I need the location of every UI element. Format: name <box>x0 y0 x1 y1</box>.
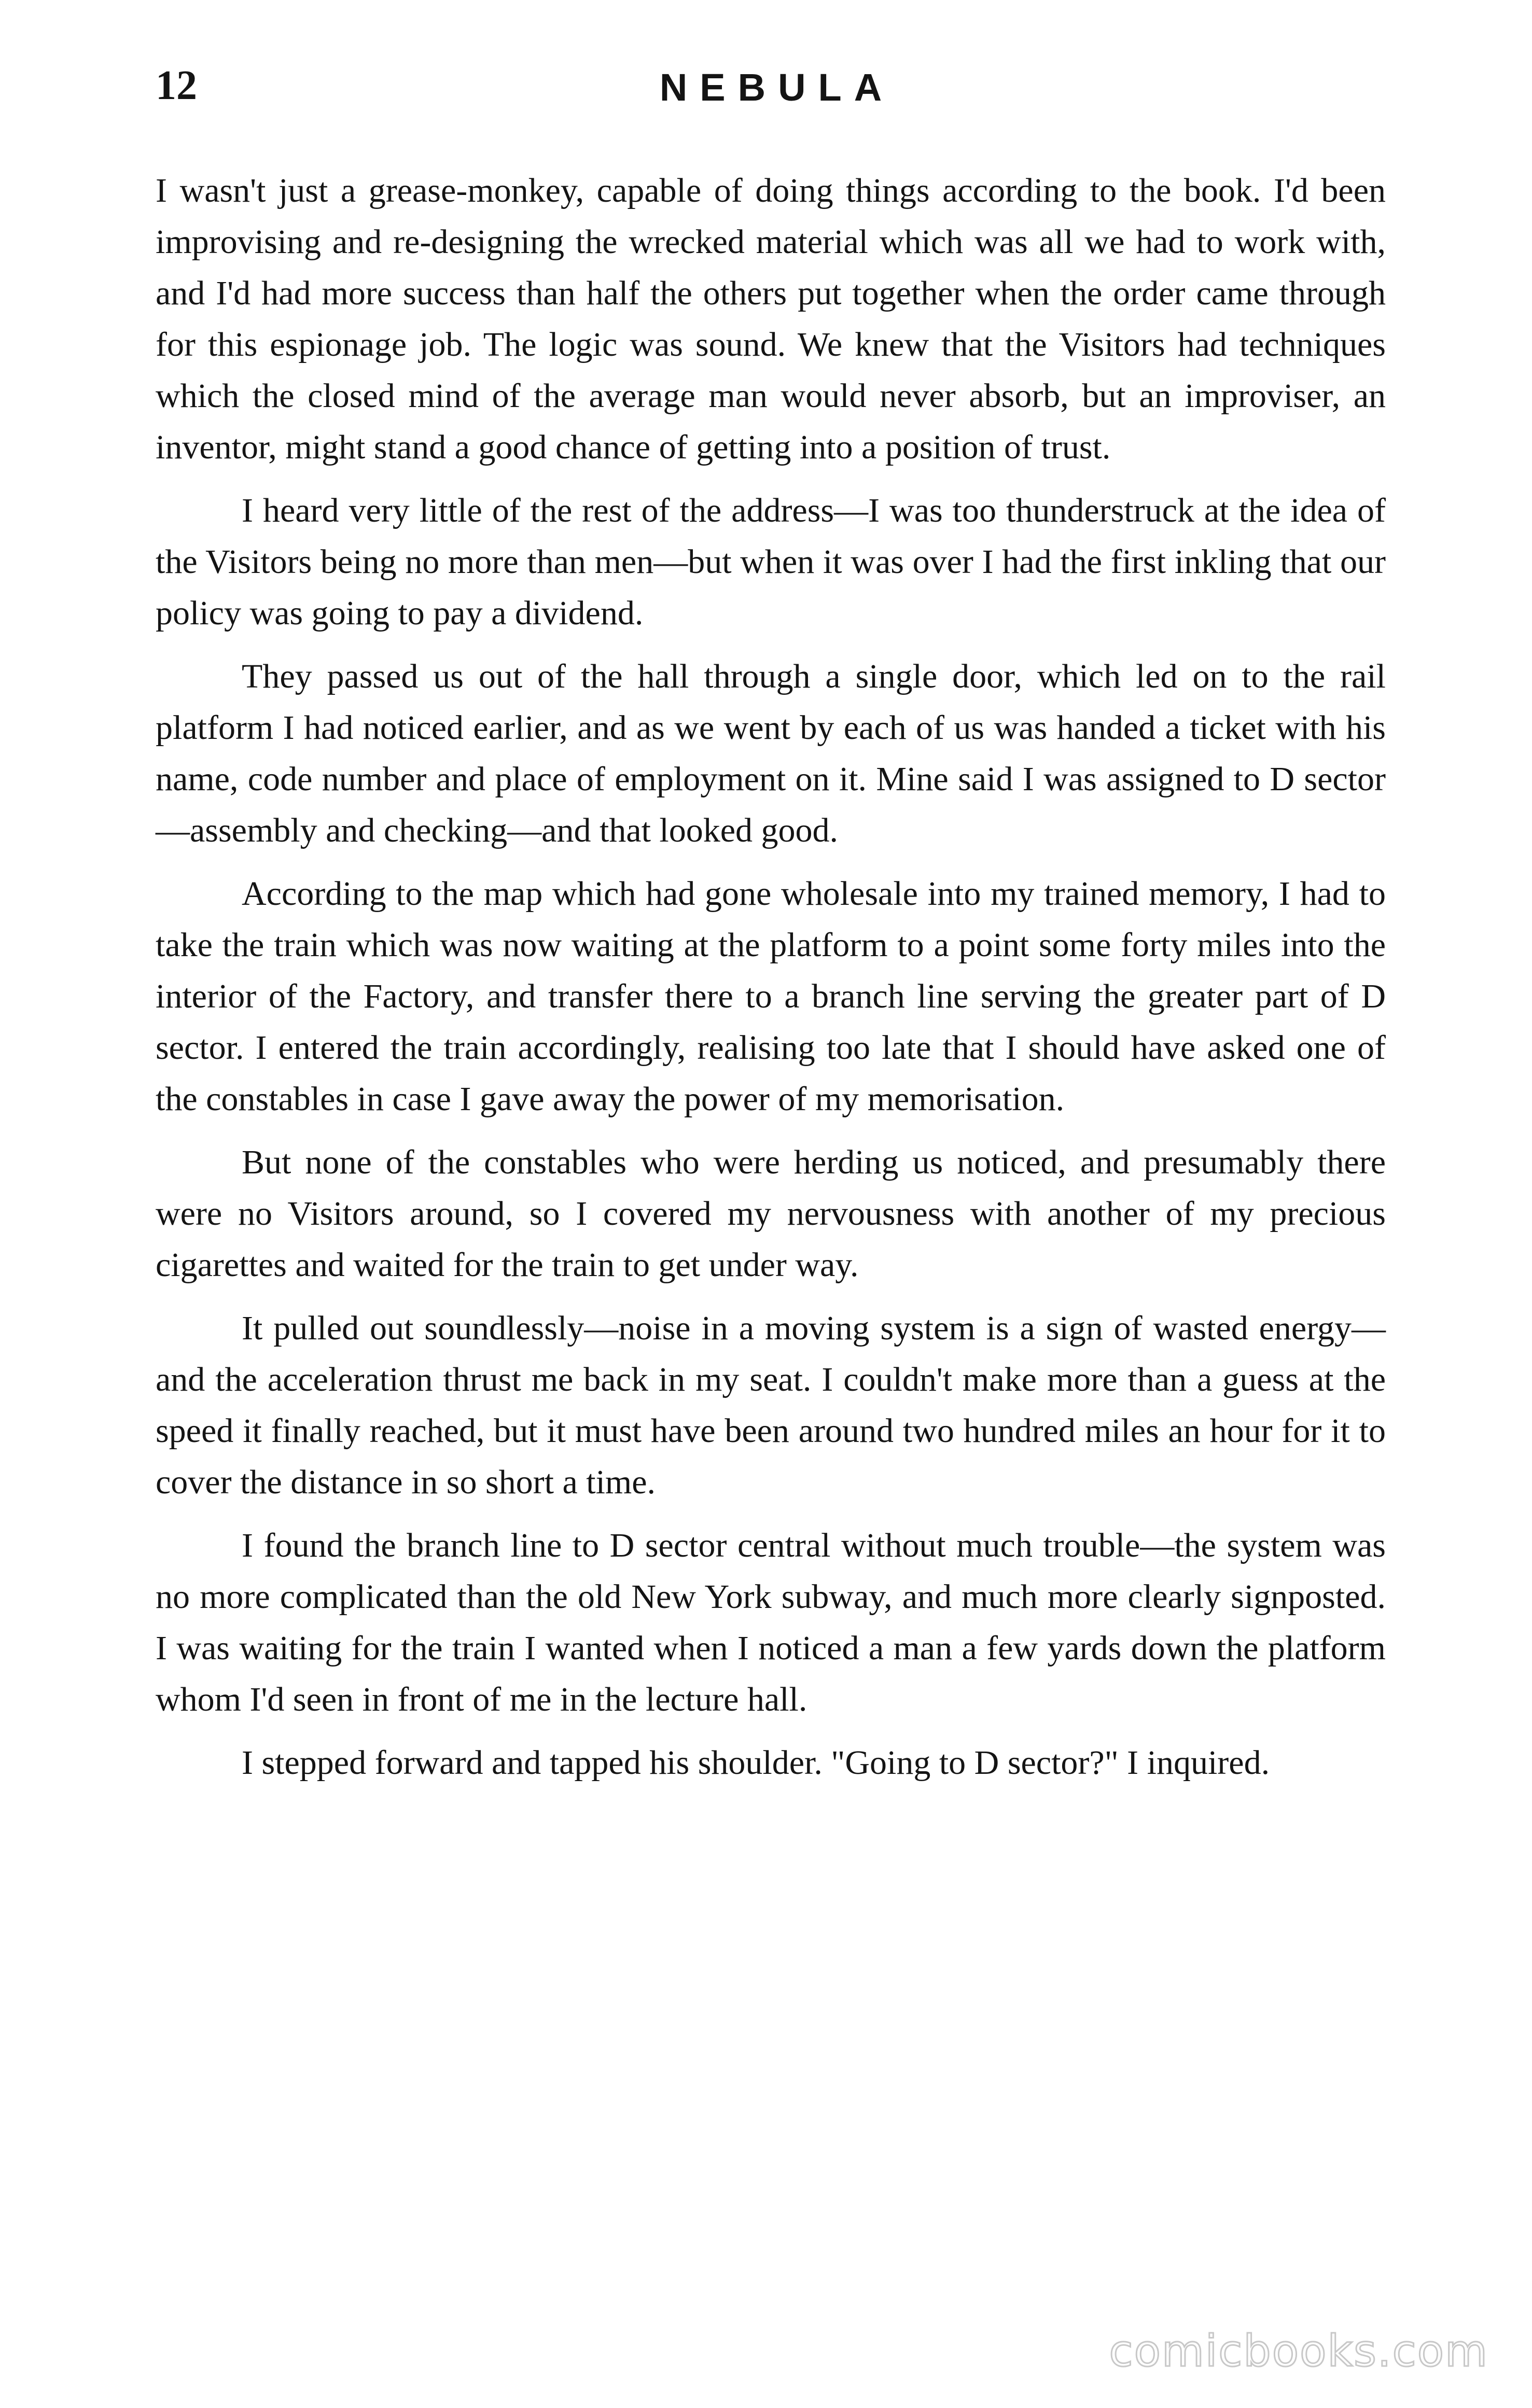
paragraph-3: They passed us out of the hall through a single door, which led on to the rail platform I had noticed earlier, and as we went by each of us was handed a ticket with his name, code number and place of employment on it. Mine said I was assigned to D sector—assembly and checking—and that looked good. <box>156 657 1386 849</box>
running-head-title: NEBULA <box>659 66 895 109</box>
paragraph-8: I stepped forward and tapped his shoulder. "Going to D sector?" I inquired. <box>242 1744 1270 1782</box>
body-text <box>156 165 1386 1800</box>
paragraph-7: I found the branch line to D sector central without much trouble—the system was no more complicated than the old New York subway, and much more clearly signposted. I was waiting for the train I wanted when I noticed a man a few yards down the platform whom I'd seen in front of me in the lecture hall. <box>156 1527 1386 1718</box>
paragraph-4: According to the map which had gone wholesale into my trained memory, I had to take the train which was now waiting at the platform to a point some forty miles into the interior of the Factory, and transfer there to a branch line serving the greater part of D sector. I entered the train accordingly, realising too late that I should have asked one of the constables in case I gave away the power of my memorisation. <box>156 875 1386 1118</box>
page-header <box>156 57 1386 114</box>
paragraph-5: But none of the constables who were herding us noticed, and presumably there were no Visitors around, so I covered my nervousness with another of my precious cigarettes and waited for the train to get under way. <box>156 1143 1386 1284</box>
paragraph-1: I wasn't just a grease-monkey, capable of doing things according to the book. I'd been improvising and re-designing the wrecked material which was all we had to work with, and I'd had more success than half the others put together when the order came through for this espionage job. The logic was sound. We knew that the Visitors had techniques which the closed mind of the average man would never absorb, but an improviser, an inventor, might stand a good chance of getting into a position of trust. <box>156 172 1386 466</box>
paragraph-6: It pulled out soundlessly—noise in a moving system is a sign of wasted energy—and the acceleration thrust me back in my seat. I couldn't make more than a guess at the speed it finally reached, but it must have been around two hundred miles an hour for it to cover the distance in so short a time. <box>156 1309 1386 1501</box>
page-number: 12 <box>156 63 197 108</box>
site-watermark: comicbooks.com <box>1109 2326 1488 2376</box>
paragraph-2: I heard very little of the rest of the address—I was too thunderstruck at the idea of the Visitors being no more than men—but when it was over I had the first inkling that our policy was going to pay a dividend. <box>156 492 1386 632</box>
